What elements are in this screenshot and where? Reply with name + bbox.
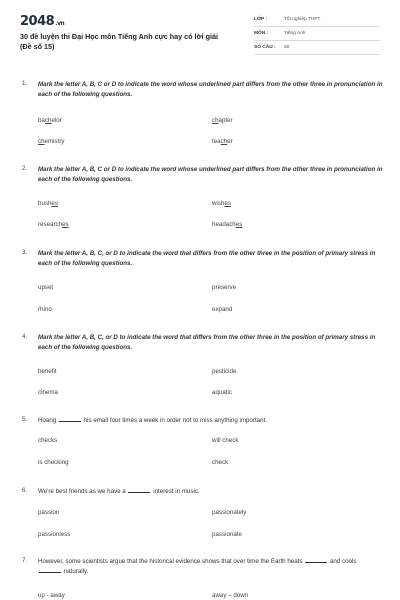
site-logo[interactable] <box>20 14 64 29</box>
answer-blank <box>305 557 327 563</box>
answer-blank <box>59 416 81 422</box>
underlined-part: ch <box>220 138 228 145</box>
option-c[interactable]: is checking <box>38 459 69 466</box>
option-c[interactable]: cinema <box>38 389 58 396</box>
option-text: research <box>38 221 63 228</box>
question-number: 4. <box>22 333 28 340</box>
meta-value: Tiếng Anh <box>284 31 306 36</box>
question-instruction: Mark the letter A, B, C, or D to indicate the word that differs from the other three in the position of primary stress in each of the following questions. <box>38 334 376 351</box>
option-c[interactable]: rhino <box>38 306 52 313</box>
option-b[interactable] <box>212 117 233 124</box>
option-text: wish <box>212 200 225 207</box>
document-header <box>0 0 400 70</box>
option-a[interactable]: up - away <box>38 592 65 599</box>
option-d[interactable]: check <box>212 459 229 466</box>
title-line-2: (Đề số 15) <box>20 42 55 51</box>
question-number: 7. <box>22 557 28 564</box>
answer-blank <box>128 487 150 493</box>
option-text: emistry <box>44 138 65 145</box>
question-stem <box>38 416 383 426</box>
question-number: 3. <box>22 249 28 256</box>
stem-text: Hoang <box>38 417 57 424</box>
option-text: tea <box>212 138 221 145</box>
option-b[interactable]: passionately <box>212 509 247 516</box>
question-instruction: Mark the letter A, B, C, or D to indicate the word that differs from the other three in the position of primary stress in each of the following questions. <box>38 250 376 267</box>
logo-text: 2048 <box>20 14 55 29</box>
option-d[interactable]: passionate <box>212 531 242 538</box>
underlined-part: es <box>62 221 69 228</box>
option-text: headach <box>212 221 236 228</box>
option-d[interactable]: expand <box>212 306 233 313</box>
option-a[interactable]: checks <box>38 437 58 444</box>
option-d[interactable] <box>212 138 233 145</box>
meta-key: MÔN : <box>254 31 269 36</box>
option-text: bush <box>38 200 52 207</box>
question-stem <box>38 557 368 577</box>
question-number: 1. <box>22 80 28 87</box>
stem-text: naturally. <box>63 568 89 575</box>
question-stem <box>38 487 383 497</box>
logo-suffix: .vn <box>55 20 65 27</box>
meta-question-count <box>254 42 380 55</box>
option-text: elor <box>51 117 62 124</box>
meta-value: Tốt nghiệp THPT <box>284 17 321 22</box>
question-instruction: Mark the letter A, B, C or D to indicate the word whose underlined part differs from the other three in pronunciation in each of the following questions. <box>38 81 383 98</box>
option-d[interactable]: aquatic <box>212 389 232 396</box>
option-d[interactable] <box>212 221 242 228</box>
stem-text: and cools <box>329 558 357 565</box>
option-b[interactable]: away – down <box>212 592 249 599</box>
option-b[interactable] <box>212 200 231 207</box>
underlined-part: es <box>51 200 58 207</box>
question-instruction: Mark the letter A, B, C or D to indicate the word whose underlined part differs from the other three in pronunciation in each of the following questions. <box>38 166 383 183</box>
option-a[interactable]: upset <box>38 284 54 291</box>
underlined-part: es <box>224 200 231 207</box>
option-text: ba <box>38 117 45 124</box>
underlined-part: ch <box>44 117 52 124</box>
stem-text: his email four times a week in order not to miss anything important. <box>83 417 268 424</box>
stem-text: We're best friends as we have a <box>38 488 126 495</box>
meta-key: LỚP : <box>254 17 268 22</box>
question-number: 2. <box>22 165 28 172</box>
answer-blank <box>39 567 61 573</box>
underlined-part: es <box>235 221 243 228</box>
option-c[interactable]: passionless <box>38 531 71 538</box>
underlined-part: ch <box>38 138 45 145</box>
underlined-part: ch <box>212 117 219 124</box>
meta-value: 50 <box>284 45 290 50</box>
option-b[interactable]: pesticide <box>212 368 237 375</box>
stem-text: However, some scientists argue that the historical evidence shows that over time the Earth heats <box>38 558 303 565</box>
option-b[interactable]: will check <box>212 437 239 444</box>
title-line-1: 30 đề luyện thi Đại Học môn Tiếng Anh cực hay có lời giải <box>20 32 219 41</box>
option-a[interactable] <box>38 200 58 207</box>
option-c[interactable] <box>38 138 64 145</box>
option-text: er <box>227 138 233 145</box>
option-b[interactable]: preserve <box>212 284 237 291</box>
document-title <box>20 32 230 52</box>
meta-class <box>254 14 380 27</box>
option-a[interactable]: benefit <box>38 368 57 375</box>
meta-key: SỐ CÂU : <box>254 45 276 50</box>
question-number: 6. <box>22 487 28 494</box>
stem-text: interest in music. <box>153 488 200 495</box>
option-a[interactable] <box>38 117 62 124</box>
option-c[interactable] <box>38 221 69 228</box>
meta-subject <box>254 28 380 41</box>
option-a[interactable]: passion <box>38 509 60 516</box>
question-number: 5. <box>22 416 28 423</box>
option-text: apter <box>218 117 233 124</box>
